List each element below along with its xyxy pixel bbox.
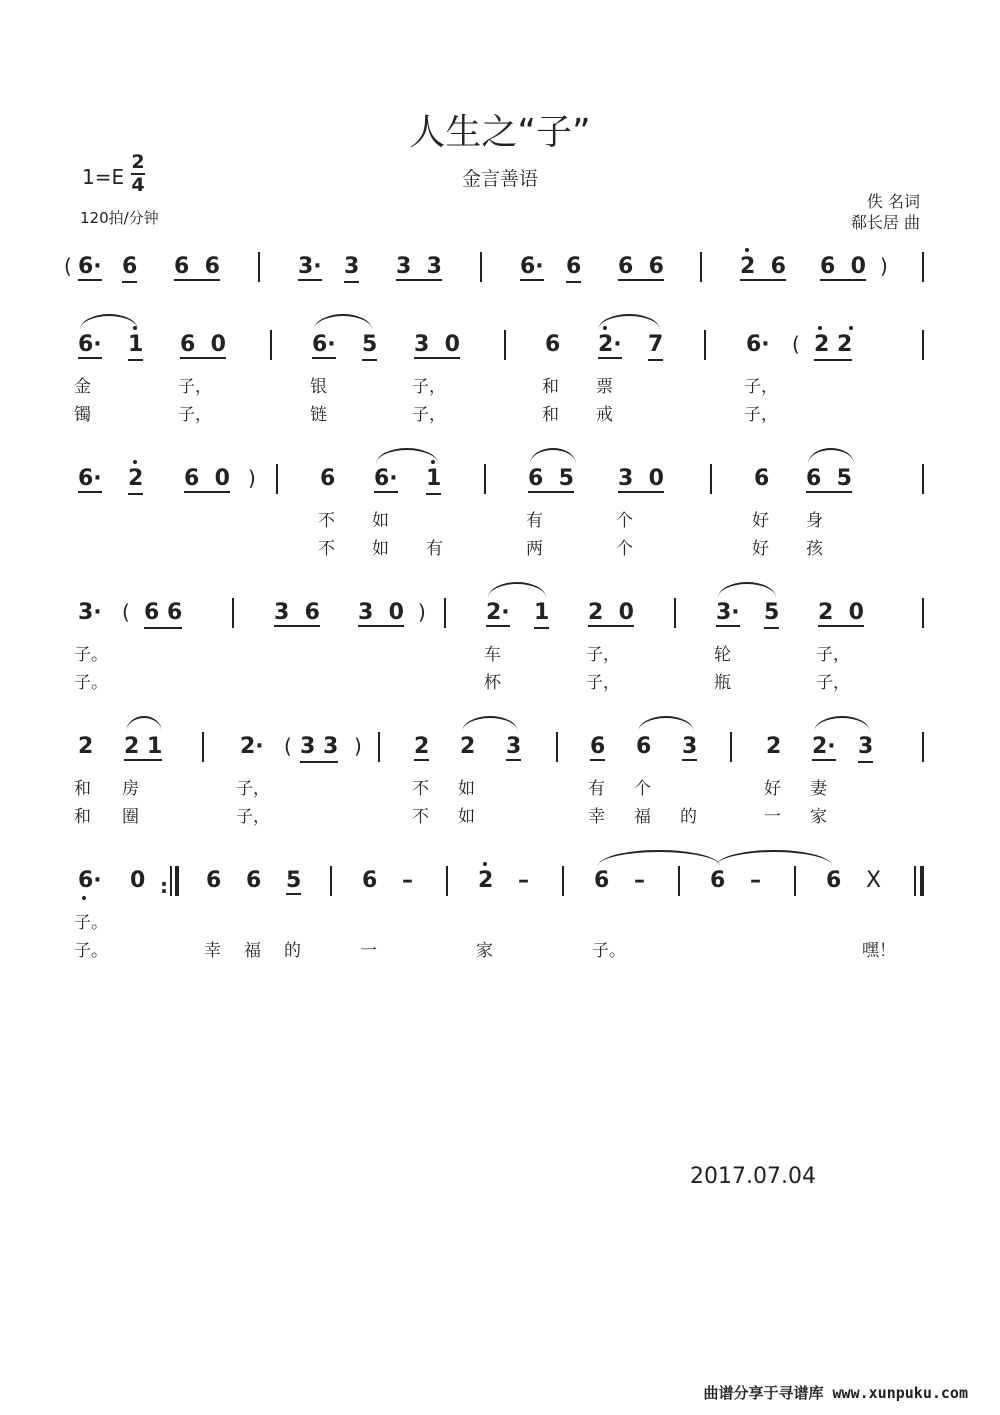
note: – (634, 868, 645, 893)
note: 1 (128, 332, 144, 357)
lyric-syllable: 的 (284, 941, 301, 961)
lyric-syllable: 幸 (588, 807, 605, 827)
lyric-syllable: 子， (586, 673, 620, 693)
slur (462, 716, 518, 732)
note: 6 6 (174, 254, 220, 279)
note: 6 5 (806, 466, 852, 491)
note: 2 6 (740, 254, 786, 279)
lyric-syllable: 子， (816, 673, 850, 693)
barline (562, 866, 564, 896)
note: 7 (648, 332, 664, 357)
note: 2· (240, 734, 264, 759)
note: 2 0 (588, 600, 634, 625)
lyric-syllable: 不 (412, 779, 429, 799)
lyric-syllable: 链 (310, 405, 327, 425)
lyric-syllable: 如 (458, 779, 475, 799)
barline (730, 732, 732, 762)
lyric-syllable: 子。 (74, 913, 108, 933)
lyric-syllable: 子， (412, 377, 446, 397)
note: 5 (286, 868, 302, 893)
barline (378, 732, 380, 762)
date-stamp: 2017.07.04 (690, 1164, 816, 1189)
lyric-syllable: 身 (806, 511, 823, 531)
note: 6 (636, 734, 652, 759)
slur (598, 314, 660, 330)
lyric-syllable: 一 (360, 941, 377, 961)
slur (638, 716, 694, 732)
time-signature (131, 153, 145, 195)
lyric-syllable: 有 (588, 779, 605, 799)
lyric-syllable: 子， (816, 645, 850, 665)
song-subtitle: 金言善语 (461, 168, 538, 190)
note: 6· (374, 466, 398, 491)
octave-dot (849, 326, 853, 330)
lyric-syllable: 子， (236, 807, 270, 827)
octave-dot (483, 862, 487, 866)
lyric-syllable: 杯 (484, 673, 501, 693)
lyric-syllable: 和 (74, 807, 91, 827)
lyric-syllable: 子， (586, 645, 620, 665)
lyric-syllable: 不 (412, 807, 429, 827)
note: 2 (460, 734, 476, 759)
barline (330, 866, 332, 896)
barline (922, 330, 924, 360)
composer-credit: 郗长居 曲 (850, 213, 920, 232)
note: 5 (362, 332, 378, 357)
barline (202, 732, 204, 762)
note: 2 (414, 734, 430, 759)
barline (678, 866, 680, 896)
lyric-syllable: 轮 (714, 645, 731, 665)
note: 3 (682, 734, 698, 759)
note: 3 0 (358, 600, 404, 625)
parenthesis: ) (248, 466, 256, 490)
barline (704, 330, 706, 360)
lyric-syllable: 票 (596, 377, 613, 397)
lyric-syllable: 子。 (74, 941, 108, 961)
barline (504, 330, 506, 360)
note: 6 6 (144, 600, 183, 625)
note: 3 (506, 734, 522, 759)
note: 6 0 (820, 254, 866, 279)
octave-dot (133, 460, 137, 464)
lyric-syllable: 孩 (806, 539, 823, 559)
barline (922, 732, 924, 762)
barline (276, 464, 278, 494)
barline (674, 598, 676, 628)
octave-dot (745, 248, 749, 252)
slur (808, 448, 854, 464)
note: 6 (594, 868, 610, 893)
note: 6 6 (618, 254, 664, 279)
lyric-syllable: 和 (542, 377, 559, 397)
lyric-syllable: 家 (810, 807, 827, 827)
song-title: 人生之“子” (409, 112, 591, 153)
octave-dot (133, 326, 137, 330)
note: 6· (78, 466, 102, 491)
note: 6 (754, 466, 770, 491)
note: 3 0 (618, 466, 664, 491)
barline (920, 866, 924, 896)
octave-dot (603, 326, 607, 330)
note: 6· (78, 254, 102, 279)
barline (922, 252, 924, 282)
parenthesis: ) (354, 734, 362, 758)
note: 2 0 (818, 600, 864, 625)
lyric-syllable: 好 (752, 511, 769, 531)
note: – (402, 868, 413, 893)
note: 2 (478, 868, 494, 893)
lyric-syllable: 金 (74, 377, 91, 397)
note: 6 (362, 868, 378, 893)
note: 6 0 (180, 332, 226, 357)
barline (446, 866, 448, 896)
note: 6· (78, 332, 102, 357)
note: 2 (128, 466, 144, 491)
note: 6 (590, 734, 606, 759)
octave-dot (818, 326, 822, 330)
note: 6· (746, 332, 770, 357)
lyric-syllable: 戒 (596, 405, 613, 425)
note: 1 (534, 600, 550, 625)
slur (716, 850, 832, 866)
parenthesis: ( (284, 734, 292, 758)
note: 6 (206, 868, 222, 893)
note: – (750, 868, 761, 893)
note: 3· (716, 600, 740, 625)
lyric-syllable: 的 (680, 807, 697, 827)
lyric-syllable: 圈 (122, 807, 139, 827)
barline (175, 866, 179, 896)
slur (488, 582, 546, 598)
slur (80, 314, 138, 330)
lyric-syllable: 个 (616, 511, 633, 531)
note: 3 0 (414, 332, 460, 357)
note: 2 1 (124, 734, 163, 759)
lyric-syllable: 有 (526, 511, 543, 531)
barline (480, 252, 482, 282)
barline (922, 464, 924, 494)
note: 2· (598, 332, 622, 357)
note: 6 (826, 868, 842, 893)
barline (700, 252, 702, 282)
barline (270, 330, 272, 360)
lyric-syllable: 和 (74, 779, 91, 799)
note: 2· (812, 734, 836, 759)
barline (258, 252, 260, 282)
note: 6 (545, 332, 561, 357)
parenthesis: ) (418, 600, 426, 624)
note: 6· (312, 332, 336, 357)
parenthesis: ( (122, 600, 130, 624)
lyric-syllable: 如 (458, 807, 475, 827)
key-signature: 1=E (82, 165, 125, 189)
footer-watermark: 曲谱分享于寻谱库 www.xunpuku.com (703, 1384, 968, 1402)
note: 6 5 (528, 466, 574, 491)
barline (794, 866, 796, 896)
lyric-syllable: 子， (236, 779, 270, 799)
lyric-syllable: 个 (634, 779, 651, 799)
lyric-syllable: 镯 (74, 405, 91, 425)
lyric-syllable: 嘿！ (862, 941, 896, 961)
parenthesis: ) (880, 254, 888, 278)
lyric-syllable: 子。 (74, 673, 108, 693)
note: 3 (858, 734, 874, 759)
lyric-syllable: 如 (372, 511, 389, 531)
note: 1 (426, 466, 442, 491)
note: 6 (566, 254, 582, 279)
barline (710, 464, 712, 494)
time-sig-top: 2 (131, 151, 145, 173)
parenthesis: ( (64, 254, 72, 278)
lyric-syllable: 和 (542, 405, 559, 425)
barline (556, 732, 558, 762)
lyric-syllable: 子， (412, 405, 446, 425)
barline (484, 464, 486, 494)
barline (914, 866, 916, 896)
lyricist-credit: 佚 名词 (866, 192, 920, 211)
slur (126, 716, 162, 732)
lyric-syllable: 幸 (204, 941, 221, 961)
lyric-syllable: 车 (484, 645, 501, 665)
octave-dot (82, 896, 86, 900)
note: 6 (246, 868, 262, 893)
barline (170, 866, 172, 896)
lyric-syllable: 子， (178, 377, 212, 397)
lyric-syllable: 不 (318, 539, 335, 559)
lyric-syllable: 房 (122, 779, 139, 799)
repeat-sign: : (160, 874, 168, 898)
note: 6 (320, 466, 336, 491)
lyric-syllable: 妻 (810, 779, 827, 799)
lyric-syllable: 好 (752, 539, 769, 559)
note: 2 (78, 734, 94, 759)
note: 2· (486, 600, 510, 625)
lyric-syllable: 有 (426, 539, 443, 559)
lyric-syllable: 子。 (592, 941, 626, 961)
lyric-syllable: 银 (310, 377, 327, 397)
note: 3 6 (274, 600, 320, 625)
lyric-syllable: 不 (318, 511, 335, 531)
lyric-syllable: 子， (744, 405, 778, 425)
note: 6 (122, 254, 138, 279)
lyric-syllable: 家 (476, 941, 493, 961)
note: 3 3 (396, 254, 442, 279)
note: 6 (710, 868, 726, 893)
time-sig-bottom: 4 (131, 174, 145, 196)
slur (530, 448, 576, 464)
note: 2 (766, 734, 782, 759)
barline (232, 598, 234, 628)
note: 0 (130, 868, 146, 893)
note: 3 (344, 254, 360, 279)
parenthesis: ( (792, 332, 800, 356)
note: 6 0 (184, 466, 230, 491)
note: X (866, 868, 882, 893)
slur (598, 850, 720, 866)
lyric-syllable: 个 (616, 539, 633, 559)
barline (444, 598, 446, 628)
barline (922, 598, 924, 628)
lyric-syllable: 福 (634, 807, 651, 827)
lyric-syllable: 子， (744, 377, 778, 397)
slur (376, 448, 438, 464)
lyric-syllable: 好 (764, 779, 781, 799)
lyric-syllable: 福 (244, 941, 261, 961)
note: 3 3 (300, 734, 339, 759)
note: 6· (520, 254, 544, 279)
note: 3· (78, 600, 102, 625)
octave-dot (431, 460, 435, 464)
lyric-syllable: 子。 (74, 645, 108, 665)
lyric-syllable: 一 (764, 807, 781, 827)
note: 6· (78, 868, 102, 893)
lyric-syllable: 瓶 (714, 673, 731, 693)
lyric-syllable: 两 (526, 539, 543, 559)
note: 3· (298, 254, 322, 279)
note: – (518, 868, 529, 893)
slur (718, 582, 776, 598)
slur (814, 716, 870, 732)
note: 5 (764, 600, 780, 625)
tempo-marking: 120拍/分钟 (80, 209, 159, 227)
lyric-syllable: 子， (178, 405, 212, 425)
lyric-syllable: 如 (372, 539, 389, 559)
note: 2 2 (814, 332, 853, 357)
slur (314, 314, 372, 330)
